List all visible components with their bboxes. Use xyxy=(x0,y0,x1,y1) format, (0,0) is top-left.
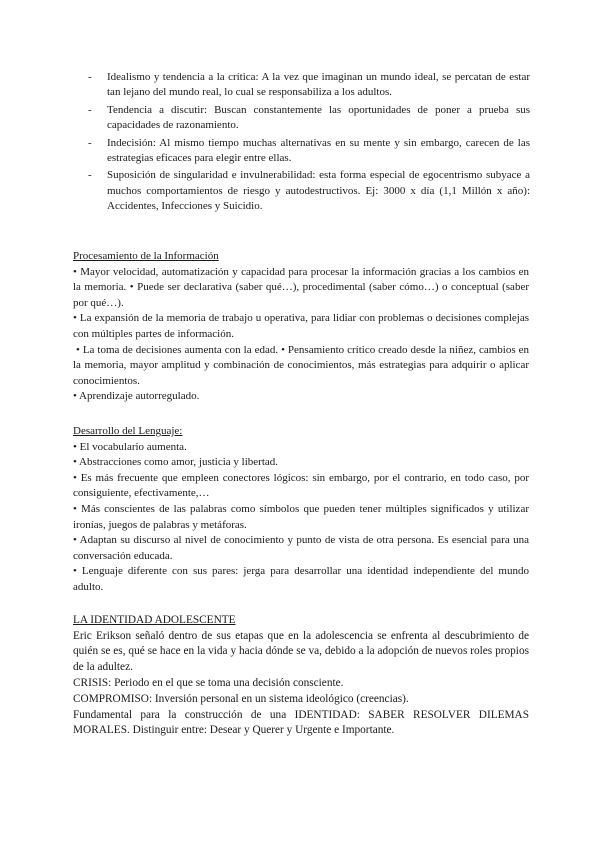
paragraph: Fundamental para la construcción de una IDENTIDAD: SABER RESOLVER DILEMAS MORALES. Distinguir entre: Desear y Querer y Urgente e Importante. xyxy=(73,708,529,737)
list-item xyxy=(88,136,530,167)
paragraph: • Adaptan su discurso al nivel de conocimiento y punto de vista de otra persona. Es esencial para una conversación educada. xyxy=(73,534,529,562)
paragraph: COMPROMISO: Inversión personal en un sistema ideológico (creencias). xyxy=(73,692,409,705)
paragraph: • Más conscientes de las palabras como símbolos que pueden tener múltiples significados y utilizar ironías, juegos de palabras y metáforas. xyxy=(73,502,529,531)
list-item xyxy=(88,103,530,134)
paragraph: • El vocabulario aumenta. xyxy=(73,440,187,453)
list-item-text: Indecisión: Al mismo tiempo muchas alternativas en su mente y sin embargo, carecen de las estrategias eficaces para elegir entre ellas. xyxy=(107,136,530,165)
paragraph: Eric Erikson señaló dentro de sus etapas que en la adolescencia se enfrenta al descubrimiento de quién se es, qué se hace en la vida y hacia dónde se va, debido a la adopción de nuevos roles propios de la adultez. xyxy=(73,629,529,674)
paragraph: • Abstracciones como amor, justicia y libertad. xyxy=(73,456,279,469)
section-heading: LA IDENTIDAD ADOLESCENTE xyxy=(73,614,236,626)
language-section xyxy=(73,424,529,596)
info-processing-section xyxy=(73,249,532,405)
section-heading: Desarrollo del Lenguaje: xyxy=(73,425,183,437)
intro-dash-list xyxy=(88,70,530,217)
dash-bullet: - xyxy=(88,103,92,116)
paragraph: • Mayor velocidad, automatización y capacidad para procesar la información gracias a los cambios en la memoria. • Puede ser declarativa (saber qué…), procedimental (saber cómo…) o conceptual (saber por qué…). xyxy=(73,265,529,309)
paragraph: • Es más frecuente que empleen conectores lógicos: sin embargo, por el contrario, en todo caso, por consiguiente, efectivamente,… xyxy=(73,471,529,500)
paragraph: • La toma de decisiones aumenta con la edad. • Pensamiento crítico creado desde la niñez, cambios en la memoria, mayor amplitud y combinación de conocimientos, más estrategias para adquirir o aplicar conocimientos. xyxy=(73,343,532,387)
dash-bullet: - xyxy=(88,71,92,83)
dash-bullet: - xyxy=(88,169,92,182)
list-item xyxy=(88,70,530,101)
paragraph: • Lenguaje diferente con sus pares: jerga para desarrollar una identidad independiente del mundo adulto. xyxy=(73,565,529,593)
paragraph: • Aprendizaje autorregulado. xyxy=(73,390,200,403)
paragraph: • La expansión de la memoria de trabajo u operativa, para lidiar con problemas o decisiones complejas con múltiples partes de información. xyxy=(73,312,529,340)
paragraph: CRISIS: Periodo en el que se toma una decisión consciente. xyxy=(73,676,344,689)
section-heading: Procesamiento de la Información xyxy=(73,250,219,262)
list-item-text: Idealismo y tendencia a la crítica: A la vez que imaginan un mundo ideal, se percatan de estar tan lejano del mundo real, lo cual se responsabiliza a los adultos. xyxy=(107,71,530,99)
list-item-text: Suposición de singularidad e invulnerabilidad: esta forma especial de egocentrismo subyace a muchos comportamientos de riesgo y autodestructivos. Ej: 3000 x día (1,1 Millón x año): Accidentes, Infecciones y Suicidio. xyxy=(107,169,530,213)
dash-bullet: - xyxy=(88,136,92,149)
list-item xyxy=(88,168,530,214)
identity-section xyxy=(73,613,529,739)
list-item-text: Tendencia a discutir: Buscan constantemente las oportunidades de poner a prueba sus capacidades de razonamiento. xyxy=(107,103,530,132)
